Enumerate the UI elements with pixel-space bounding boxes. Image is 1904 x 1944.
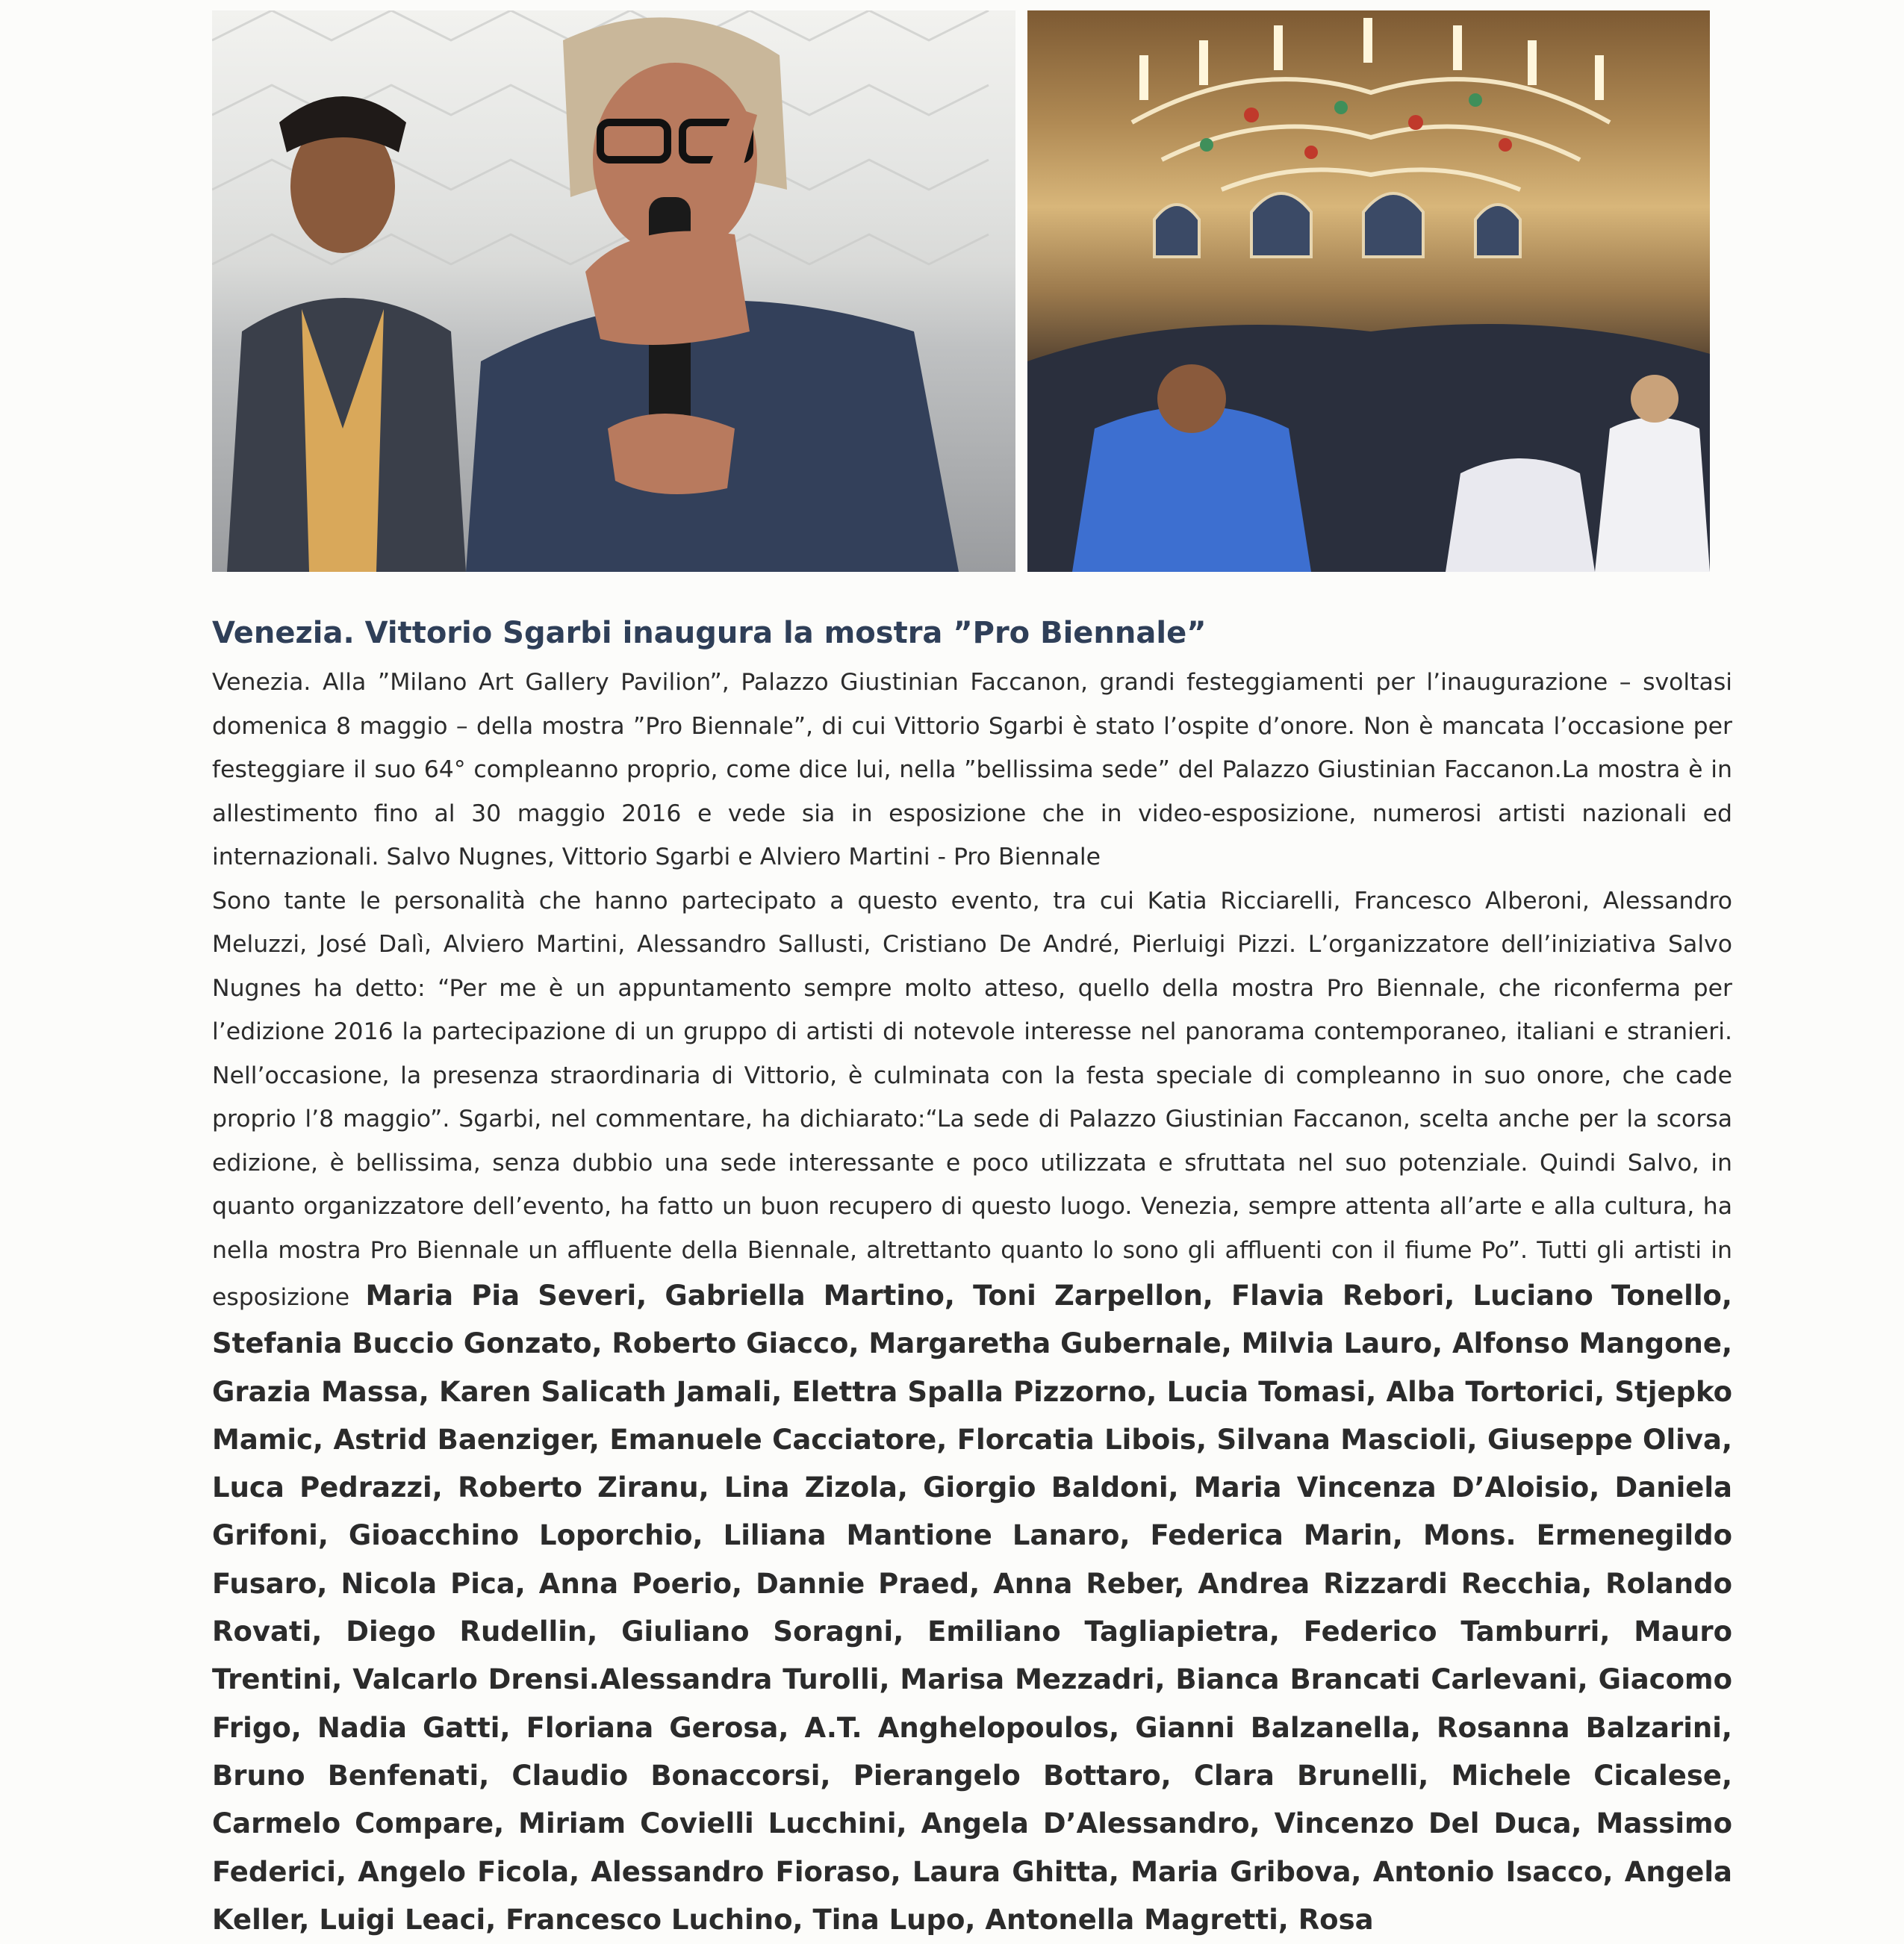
- article-paragraph: Venezia. Alla ”Milano Art Gallery Pavilion”, Palazzo Giustinian Faccanon, grandi festeggiamenti per l’inaugurazione – svoltasi domenica 8 maggio – della mostra ”Pro Biennale”, di cui Vittorio Sgarbi è stato l’ospite d’onore. Non è mancata l’occasione per festeggiare il suo 64° compleanno proprio, come dice lui, nella ”bellissima sede” del Palazzo Giustinian Faccanon.La mostra è in allestimento fino al 30 maggio 2016 e vede sia in esposizione che in video-esposizione, numerosi artisti nazionali ed internazionali. Salvo Nugnes, Vittorio Sgarbi e Alviero Martini - Pro Biennale: [212, 661, 1732, 879]
- article-body: [212, 661, 1732, 1944]
- artists-list: Maria Pia Severi, Gabriella Martino, Toni Zarpellon, Flavia Rebori, Luciano Tonello, Stefania Buccio Gonzato, Roberto Giacco, Margaretha Gubernale, Milvia Lauro, Alfonso Mangone, Grazia Massa, Karen Salicath Jamali, Elettra Spalla Pizzorno, Lucia Tomasi, Alba Tortorici, Stjepko Mamic, Astrid Baenziger, Emanuele Cacciatore, Florcatia Libois, Silvana Mascioli, Giuseppe Oliva, Luca Pedrazzi, Roberto Ziranu, Lina Zizola, Giorgio Baldoni, Maria Vincenza D’Aloisio, Daniela Grifoni, Gioacchino Loporchio, Liliana Mantione Lanaro, Federica Marin, Mons. Ermenegildo Fusaro, Nicola Pica, Anna Poerio, Dannie Praed, Anna Reber, Andrea Rizzardi Recchia, Rolando Rovati, Diego Rudellin, Giuliano Soragni, Emiliano Tagliapietra, Federico Tamburri, Mauro Trentini, Valcarlo Drensi.Alessandra Turolli, Marisa Mezzadri, Bianca Brancati Carlevani, Giacomo Frigo, Nadia Gatti, Floriana Gerosa, A.T. Anghelopoulos, Gianni Balzanella, Rosanna Balzarini, Bruno Benfenati, Claudio Bonaccorsi, Pierangelo Bottaro, Clara Brunelli, Michele Cicalese, Carmelo Compare, Miriam Covielli Lucchini, Angela D’Alessandro, Vincenzo Del Duca, Massimo Federici, Angelo Ficola, Alessandro Fioraso, Laura Ghitta, Maria Gribova, Antonio Isacco, Angela Keller, Luigi Leaci, Francesco Luchino, Tina Lupo, Antonella Magretti, Rosa: [212, 1280, 1732, 1936]
- article-paragraph-text: Sono tante le personalità che hanno partecipato a questo evento, tra cui Katia Ricciarelli, Francesco Alberoni, Alessandro Meluzzi, José Dalì, Alviero Martini, Alessandro Sallusti, Cristiano De André, Pierluigi Pizzi. L’organizzatore dell’iniziativa Salvo Nugnes ha detto: “Per me è un appuntamento sempre molto atteso, quello della mostra Pro Biennale, che riconferma per l’edizione 2016 la partecipazione di un gruppo di artisti di notevole interesse nel panorama contemporaneo, italiani e stranieri. Nell’occasione, la presenza straordinaria di Vittorio, è culminata con la festa speciale di compleanno in suo onore, che cade proprio l’8 maggio”. Sgarbi, nel commentare, ha dichiarato:“La sede di Palazzo Giustinian Faccanon, scelta anche per la scorsa edizione, è bellissima, senza dubbio una sede interessante e poco utilizzata e sfruttata nel suo potenziale. Quindi Salvo, in quanto organizzatore dell’evento, ha fatto un buon recupero di questo luogo. Venezia, sempre attenta all’arte e alla cultura, ha nella mostra Pro Biennale un affluente della Biennale, altrettanto quanto lo sono gli affluenti con il fiume Po”. Tutti gli artisti in esposizione: [212, 888, 1732, 1312]
- photo-hall-chandelier: [1027, 10, 1710, 572]
- photo-sgarbi-speaking: [212, 10, 1015, 572]
- article-paragraph: [212, 879, 1732, 1944]
- article-headline: Venezia. Vittorio Sgarbi inaugura la mostra ”Pro Biennale”: [212, 614, 1732, 652]
